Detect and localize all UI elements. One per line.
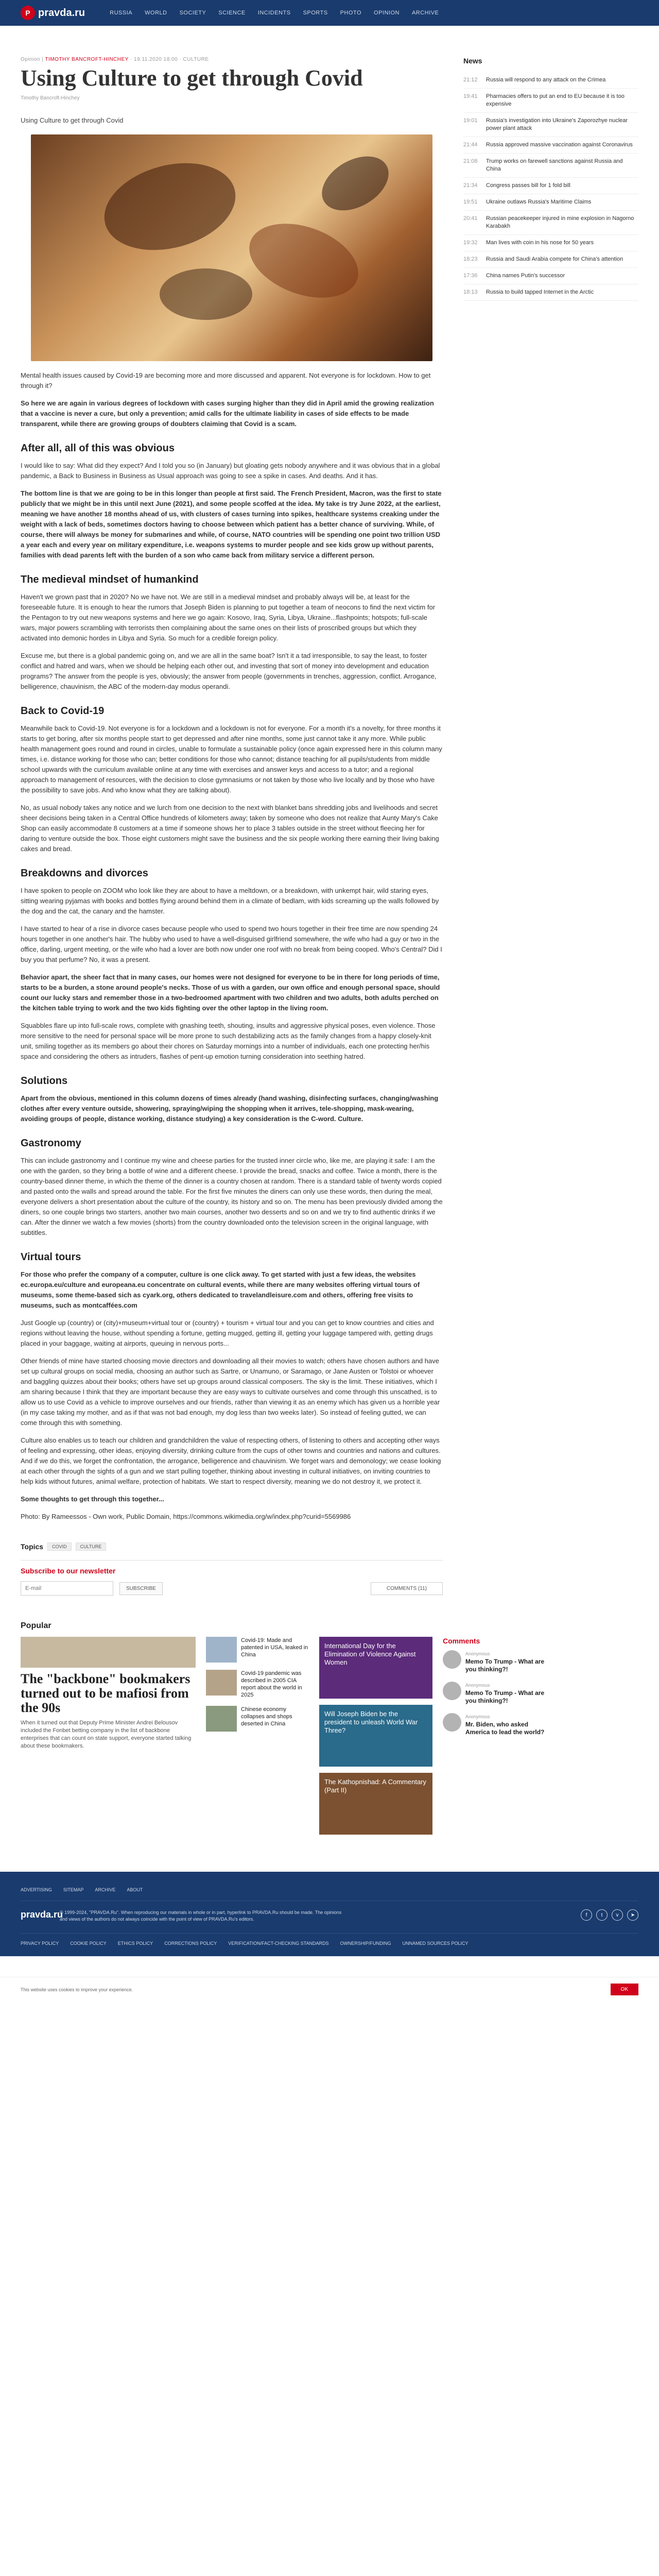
author-link[interactable]: TIMOTHY BANCROFT-HINCHEY [45,57,129,62]
news-item[interactable] [463,137,638,154]
popular-card[interactable]: Chinese economy collapses and shops deserted in China [206,1706,309,1732]
news-item[interactable] [463,235,638,251]
comment-item[interactable]: Anonymous Mr. Biden, who asked America to lead the world? [443,1713,546,1736]
tag-covid[interactable]: COVID [47,1543,72,1551]
policy-link[interactable]: OWNERSHIP/FUNDING [340,1941,391,1946]
section-heading: Gastronomy [21,1138,81,1149]
footer-link[interactable]: SITEMAP [63,1887,84,1892]
paragraph: I would like to say: What did they expect? And I told you so (in January) but gloating gets nobody anywhere and it was obvious that in a global pandemic, a Back to Business in Business as Usual approach was going to see a spike in cases. And deaths. And it has. [21,462,440,480]
avatar [443,1713,461,1732]
paragraph: Behavior apart, the sheer fact that in many cases, our homes were not designed for everyone to be in there for long periods of time, starts to be a burden, a stone around people's necks. Those of us with a garden, our own office and enough personal space, should count our lucky stars and remember those in a two-bedroomed apartment with two children and two adults, both adults perched on the kitchen table trying to work and the two kids fighting over the other laptop in the living room. [21,973,440,1012]
nav-item-science[interactable]: SCIENCE [218,10,246,16]
avatar [443,1650,461,1669]
news-time: 18:23 [463,256,478,262]
news-time: 21:12 [463,77,478,83]
news-item[interactable] [463,89,638,113]
section-heading: After all, all of this was obvious [21,443,175,454]
news-time: 17:36 [463,273,478,279]
news-headline[interactable]: Russia to build tapped Internet in the Arctic [486,289,594,295]
facebook-icon[interactable]: f [581,1909,592,1921]
news-time: 19:32 [463,240,478,246]
paragraph: Squabbles flare up into full-scale rows, complete with gnashing teeth, shouting, insults and aggressive physical poses, even violence. Those more sensitive to the need for personal space will be more prone to such destabilizing acts as the family changes from a happy closely-knit unit, smiling together as its members go about their chores on Saturday mornings into a number of individuals, each one protecting her/his space and considering the others as intruders, flashes of pent-up emotion turning consideration into seething hatred. [21,1022,436,1060]
news-item[interactable] [463,194,638,211]
paragraph: Haven't we grown past that in 2020? No we have not. We are still in a medieval mindset and probably always will be, at least for the foreseeable future. It is enough to hear the rumors that Joseph Biden is planning to put together a team of neocons to find the next victim for the Pentagon to try out new weapons systems and here we go again: Kosovo, Iraq, Syria, Libya, Ukraine...flashpoints; hotspots; full-scale wars, major powers scrambling with terrorists then complaining about the same ones on their lists of proscribed groups but which they activated into demonic hordes in Libya and Syria. So much for a credible foreign policy. [21,593,436,642]
news-headline[interactable]: Russian peacekeeper injured in mine explosion in Nagorno Karabakh [486,215,634,229]
section-heading: Virtual tours [21,1251,81,1263]
news-headline[interactable]: Russia's investigation into Ukraine's Zaporozhye nuclear power plant attack [486,117,628,131]
nav-item-world[interactable]: WORLD [145,10,167,16]
news-item[interactable] [463,251,638,268]
news-item[interactable] [463,113,638,137]
news-item[interactable] [463,178,638,194]
popular-card[interactable]: Covid-19 pandemic was described in 2005 CIA report about the world in 2025 [206,1670,309,1699]
news-sidebar [463,57,638,1611]
news-time: 20:41 [463,215,478,222]
twitter-icon[interactable]: t [596,1909,608,1921]
popular-main-image [21,1637,196,1668]
news-time: 19:01 [463,117,478,124]
logo-icon: P [21,6,35,20]
email-input[interactable] [21,1581,113,1596]
news-time: 19:41 [463,93,478,99]
policy-link[interactable]: CORRECTIONS POLICY [164,1941,217,1946]
paragraph: This can include gastronomy and I continue my wine and cheese parties for the trusted inner circle who, like me, are playing it safe: I am the one with the garden, so they bring a bottle of wine and a different cheese. I provide the bread, snacks and coffee. Twice a month, there is the country-based dinner theme, in which the theme of the dinner is a country chosen at random. There is a standard table of twenty words copied and pasted onto the walls and spread around the table. For the first five minutes the diners can only use these words, then during the meal, everyone delivers a short presentation about the culture of the country, its history and so on. The menu has been previously divided among the diners, so one couple brings two starters, another two main courses, another two desserts and so on and we try to find authentic drinks if we can. After the dinner we watch a few movies (shorts) from the country downloaded onto the television screen in the original language, with subtitles. [21,1157,443,1236]
paragraph: The bottom line is that we are going to be in this longer than people at first said. The French President, Macron, was the first to state publicly that we might be in this until next June (2021), and some people scoffed at the idea. My take is try June 2022, at the earliest, meaning we have another 18 months ahead of us, with clusters of cases turning into spikes, healthcare systems creaking under the weight with a lack of beds, sometimes doctors having to choose between which patient has a better chance of surviving. While, of course, there will always be money for submarines and while, of course, NATO countries will be spending one point two trillion USD a year each and every year on military expenditure, i.e. weapons systems to murder people and see kids grow up without parents, families with dead parents left with the burden of a son who came back from military service a different person. [21,489,442,559]
article-image [31,134,432,361]
top-bar [0,0,659,26]
footer-link[interactable]: ABOUT [127,1887,143,1892]
paragraph: Culture also enables us to teach our children and grandchildren the value of respecting others, of listening to others and accepting other ways of feeling and expressing, other ideas, enjoying diversity, drinking culture from the cups of other towns and countries and nations and cultures. And if we do this, we forget the confrontation, the arrogance, belligerence and chauvinism. We forget wars and demonology; we cease looking at each other through the sights of a gun and we start pulling together, thinking about investing in cultural initiatives, on inviting countries to help kids without futures, animal welfare, protection of habitats. We start to respect diversity, meaning we do not destroy it, we protect it. [21,1436,441,1485]
subscribe-button[interactable]: SUBSCRIBE [119,1582,163,1595]
paragraph: Excuse me, but there is a global pandemic going on, and we are all in the same boat? Isn't it a tad irresponsible, to say the least, to foster conflict and hatred and wars, when we should be helping each other out, and investing that sort of money into development and education programs? The answer from the people is yes, obviously; the answer from people (governments in trenches, aggression, conflict. Arrogance, belligerence, chauvinism, the ABC of the modern-day modus operandi. [21,652,437,690]
section-heading: Breakdowns and divorces [21,868,148,879]
footer-link[interactable]: ADVERTISING [21,1887,52,1892]
nav-item-incidents[interactable]: INCIDENTS [257,10,291,16]
feature-card[interactable]: International Day for the Elimination of Violence Against Women [319,1637,432,1699]
vk-icon[interactable]: v [612,1909,623,1921]
paragraph: Other friends of mine have started choosing movie directors and downloading all their movies to watch; others have chosen authors and have set up cultural groups on social media, choosing an author such as Sartre, or Unamuno, or Saramago, or Jane Austen or Tolstoi or whoever and baggling quizzes about their books; others have set up groups around classical composers. The sky is the limit. These initiatives, which I am sharing because I think that they are important because they are easy ways to cultivate ourselves and come through this unscathed, is to allow us to use Covid as a vehicle to improve ourselves and our friends, rather than viewing it as an enemy which has given us a horrible year (in my case taking my mother, and as if that was not bad enough, my dog less than two weeks later). So instead of feeling gutted, we can come through this with something. [21,1357,440,1427]
paragraph: For those who prefer the company of a computer, culture is one click away. To get started with just a few ideas, the websites ec.europa.eu/culture and europeana.eu concentrate on cultural events, while there are many websites offering virtual tours of museums, some theme-based sich as cyark.org, others dedicated to travelandleisure.com and others, offering free visits to museums, such as montcaffées.com [21,1270,420,1309]
article [21,57,443,1611]
comments-button[interactable]: COMMENTS (11) [371,1582,443,1595]
footer-logo[interactable]: pravda.ru [21,1909,63,1920]
nav-item-society[interactable]: SOCIETY [179,10,206,16]
paragraph: No, as usual nobody takes any notice and we lurch from one decision to the next with blanket bans shredding jobs and livelihoods and secret sheer decisions being taken in a Central Office hundreds of kilometers away; taken by someone who does not realize that Aunty Mary's Cake Shop can easily accommodate 8 customers at a time if someone shows her to place 3 tables outside in the street without fleecing her for daring to venture outside the box. Those eight customers might save the business and the six people working there earning their living baking cakes and bread. [21,804,439,853]
footer-text: © 1999-2024, "PRAVDA.Ru". When reproducing our materials in whole or in part, hyperlink to PRAVDA.Ru should be made. The opinions and views of the authors do not always coincide with the point of view of PRAVDA.Ru's editors. [60,1910,342,1922]
news-headline[interactable]: China names Putin's successor [486,273,565,279]
feature-card[interactable]: Will Joseph Biden be the president to unleash World War Three? [319,1705,432,1767]
article-meta: Opinion | TIMOTHY BANCROFT-HINCHEY · 19.11.2020 18:00 · CULTURE [21,57,209,62]
policy-link[interactable]: PRIVACY POLICY [21,1941,59,1946]
news-headline[interactable]: Russia approved massive vaccination against Coronavirus [486,142,633,148]
paragraph: Just Google up (country) or (city)+museum+virtual tour or (country) + tourism + virtual tour and you can get to know countries and cities and regions without leaving the house, without spending a fortune, getting mugged, getting ill, getting your luggage tampered with, getting drugs placed in your baggage, waiting at airports, queuing in nervous ports... [21,1319,434,1347]
tag-culture[interactable]: CULTURE [76,1543,107,1551]
news-time: 21:44 [463,142,478,148]
news-time: 21:34 [463,182,478,189]
news-time: 21:08 [463,158,478,164]
policy-link[interactable]: COOKIE POLICY [70,1941,107,1946]
policy-link[interactable]: VERIFICATION/FACT-CHECKING STANDARDS [228,1941,329,1946]
section-heading: Solutions [21,1075,68,1087]
news-headline[interactable]: Ukraine outlaws Russia's Maritime Claims [486,199,592,205]
news-item[interactable] [463,211,638,235]
policy-link[interactable]: ETHICS POLICY [117,1941,153,1946]
popular-section: Popular The "backbone" bookmakers turned out to be mafiosi from the 90s When it turned out that Deputy Prime Minister Andrei Belousov included the Fonbet betting company in the list of backbone enterprises that can count on state support, everyone started talking about these bookmakers. Covid-19: Made and patented in USA, leaked in China Covid-19 pandemic was described in 2005 CIA report about the world in 2025 Chinese economy collapses and shops deserted in China International Day for the Elimination of Violence Against Women Will Joseph Biden be the president to unleash World War Three? The Kathopnishad: A Commentary (Part II) Comments Anonymous Memo To Trump - What are you thinking?! Anonymous Memo To Trump - What are you thinking?! Anonymous Mr. Biden, who asked America to lead the world? [0,1621,659,1841]
comment-item[interactable]: Anonymous Memo To Trump - What are you thinking?! [443,1682,546,1705]
image-caption: Mental health issues caused by Covid-19 are becoming more and more discussed and apparent. Not everyone is for lockdown. How to get through it? [21,371,431,389]
section-heading: The medieval mindset of humankind [21,574,199,585]
feature-card[interactable]: The Kathopnishad: A Commentary (Part II) [319,1773,432,1835]
news-item[interactable] [463,72,638,89]
avatar [443,1682,461,1700]
photo-credit: Photo: By Rameessos - Own work, Public Domain, https://commons.wikimedia.org/w/index.php?curid=5569986 [21,1513,351,1520]
nav-item-sports[interactable]: SPORTS [303,10,328,16]
paragraph: Some thoughts to get through this together... [21,1495,164,1503]
paragraph: I have spoken to people on ZOOM who look like they are about to have a meltdown, or a breakdown, with unkempt hair, wild staring eyes, sitting wearing pyjamas with books and bottles flying around behind them in a climate of bedlam, with kids screaming up the walls followed by the dog and the cat, the canary and the hamster. [21,887,439,915]
nav-item-russia[interactable]: RUSSIA [110,10,133,16]
footer [0,1872,659,1956]
news-time: 18:13 [463,289,478,295]
footer-link[interactable]: ARCHIVE [95,1887,116,1892]
nav-item-opinion[interactable]: OPINION [374,10,400,16]
site-logo[interactable]: P pravda.ru [21,6,85,20]
paragraph: I have started to hear of a rise in divorce cases because people who used to spend two hours together in their free time are now spending 24 hours together in one another's hair. The hubby who used to have a well-disguised girlfriend somewhere, the wife who had a guy or two in the office, darling, urgent meeting, or the wife who had a lover are both now under one roof with no break from being cooped. Who's Central? Did I buy you that perfume? No, it was a present. [21,925,442,963]
popular-card[interactable]: Covid-19: Made and patented in USA, leaked in China [206,1637,309,1663]
news-item[interactable] [463,154,638,178]
newsletter: Subscribe to our newsletter E-mail SUBSCRIBE COMMENTS (11) [21,1560,443,1596]
author-byline[interactable]: Timothy Bancroft-Hinchey [21,95,80,101]
news-time: 19:51 [463,199,478,205]
paragraph: Meanwhile back to Covid-19. Not everyone is for a lockdown and a lockdown is not for everyone. For a month it's a novelty, for three months it starts to get boring, after six months people start to get depressed and after nine months, some just cannot take it any more. While public health management goes round and round in circles, unable to formulate a sustainable policy (once again expressed here in this column many times, i.e. distance working for those who can; better conditions for those who cannot; distance teaching for all pupils/students from middle school upwards with the curriculum available online at any time with exercises and answer keys and access to a tutor; and a regional approach to management of resources, with the decision to close gymnasiums or not taken by those who live locally and by those who have the possibility to save jobs. And who know what they are talking about). [21,724,442,794]
news-item[interactable] [463,268,638,284]
news-headline[interactable]: Russia and Saudi Arabia compete for China's attention [486,256,623,262]
article-title: Using Culture to get through Covid [21,65,363,91]
nav-item-archive[interactable]: ARCHIVE [411,10,439,16]
social-links [581,1909,638,1921]
news-headline[interactable]: Pharmacies offers to put an end to EU because it is too expensive [486,93,625,107]
policy-link[interactable]: UNNAMED SOURCES POLICY [402,1941,469,1946]
news-item[interactable] [463,284,638,301]
cookie-ok-button[interactable]: OK [611,1984,638,1995]
news-headline[interactable]: Trump works on farewell sanctions against Russia and China [486,158,623,172]
news-headline[interactable]: Man lives with coin in his nose for 50 years [486,240,594,246]
nav-item-photo[interactable]: PHOTO [340,10,362,16]
paragraph: Apart from the obvious, mentioned in this column dozens of times already (hand washing, disinfecting surfaces, changing/washing clothes after every venture outside, showering, spraying/wiping the shopping when it arrives, tele-shopping, mask-wearing, avoiding groups of people, distance working, distance studying) a key consideration is the C-word. Culture. [21,1094,439,1123]
article-lead: Using Culture to get through Covid [21,116,124,124]
news-headline[interactable]: Russia will respond to any attack on the Crimea [486,77,606,83]
telegram-icon[interactable]: ➤ [627,1909,638,1921]
cookie-banner: This website uses cookies to improve your experience. OK [0,1977,659,2002]
topics: Topics COVID CULTURE [21,1543,443,1551]
sidebar-title: News [463,57,482,65]
paragraph: So here we are again in various degrees of lockdown with cases surging higher than they did in April amid the growing realization that a vaccine is never a cure, but only a prevention; amid calls for the ultimate liability in cases of side effects to be made transparent, while there are growing groups of doubters claiming that Covid is a scam. [21,399,434,428]
news-headline[interactable]: Congress passes bill for 1 fold bill [486,182,570,189]
comment-item[interactable]: Anonymous Memo To Trump - What are you thinking?! [443,1650,546,1673]
popular-main[interactable]: The "backbone" bookmakers turned out to be mafiosi from the 90s When it turned out that Deputy Prime Minister Andrei Belousov included the Fonbet betting company in the list of backbone enterprises that can count on state support, everyone started talking about these bookmakers. [21,1637,196,1841]
main-nav [110,10,439,16]
section-heading: Back to Covid-19 [21,705,105,717]
comments-widget: Comments Anonymous Memo To Trump - What are you thinking?! Anonymous Memo To Trump - What are you thinking?! Anonymous Mr. Biden, who asked America to lead the world? [443,1637,546,1841]
